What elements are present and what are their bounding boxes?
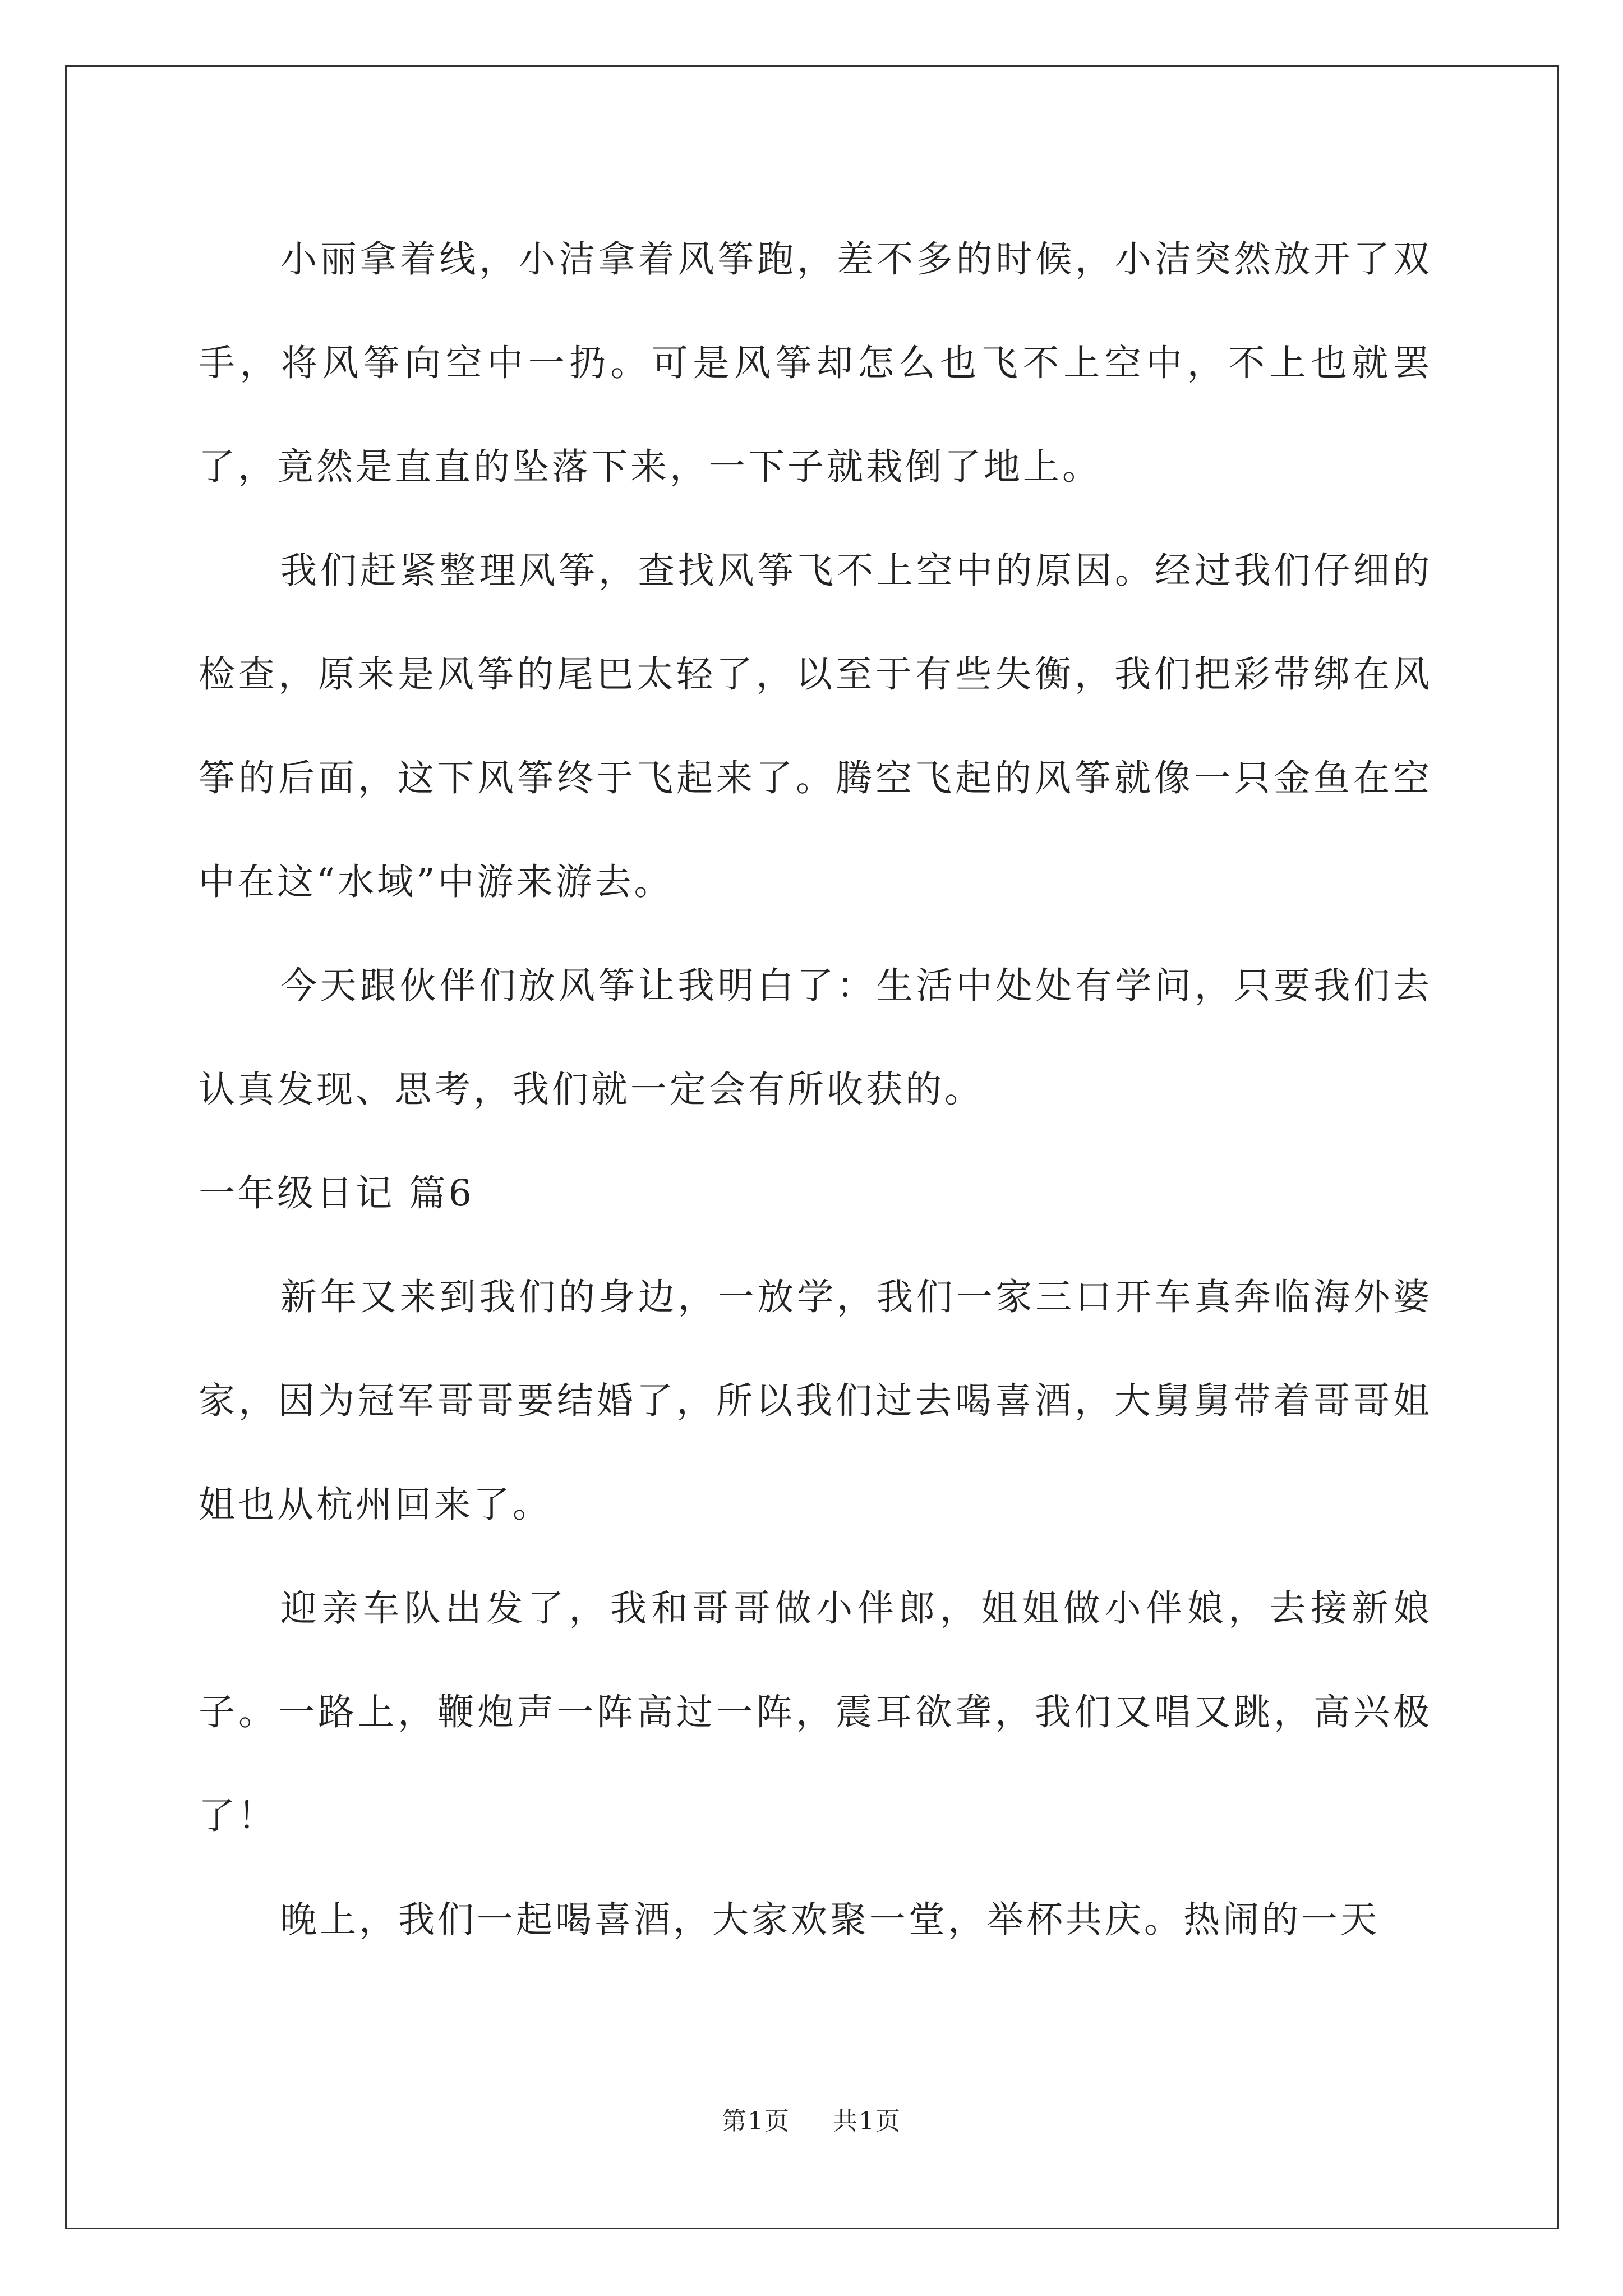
- page-footer: [0, 2101, 1623, 2137]
- page-total: 共1页: [833, 2107, 901, 2136]
- document-body: [199, 208, 1432, 1972]
- section-heading: 一年级日记 篇6: [199, 1172, 475, 1214]
- paragraph: 今天跟伙伴们放风筝让我明白了：生活中处处有学问，只要我们去认真发现、思考，我们就一定会有所收获的。: [199, 965, 1432, 1111]
- paragraph: 迎亲车队出发了，我和哥哥做小伴郎，姐姐做小伴娘，去接新娘子。一路上，鞭炮声一阵高过一阵，震耳欲聋，我们又唱又跳，高兴极了！: [199, 1588, 1432, 1837]
- paragraph: 新年又来到我们的身边，一放学，我们一家三口开车真奔临海外婆家，因为冠军哥哥要结婚了，所以我们过去喝喜酒，大舅舅带着哥哥姐姐也从杭州回来了。: [199, 1276, 1432, 1526]
- page-number: 第1页: [722, 2107, 790, 2136]
- paragraph: 晚上，我们一起喝喜酒，大家欢聚一堂，举杯共庆。热闹的一天: [280, 1899, 1380, 1941]
- paragraph: 我们赶紧整理风筝，查找风筝飞不上空中的原因。经过我们仔细的检查，原来是风筝的尾巴太轻了，以至于有些失衡，我们把彩带绑在风筝的后面，这下风筝终于飞起来了。腾空飞起的风筝就像一只金鱼在空中在这“水域”中游来游去。: [199, 550, 1432, 903]
- paragraph: 小丽拿着线，小洁拿着风筝跑，差不多的时候，小洁突然放开了双手，将风筝向空中一扔。可是风筝却怎么也飞不上空中，不上也就罢了，竟然是直直的坠落下来，一下子就栽倒了地上。: [199, 238, 1432, 488]
